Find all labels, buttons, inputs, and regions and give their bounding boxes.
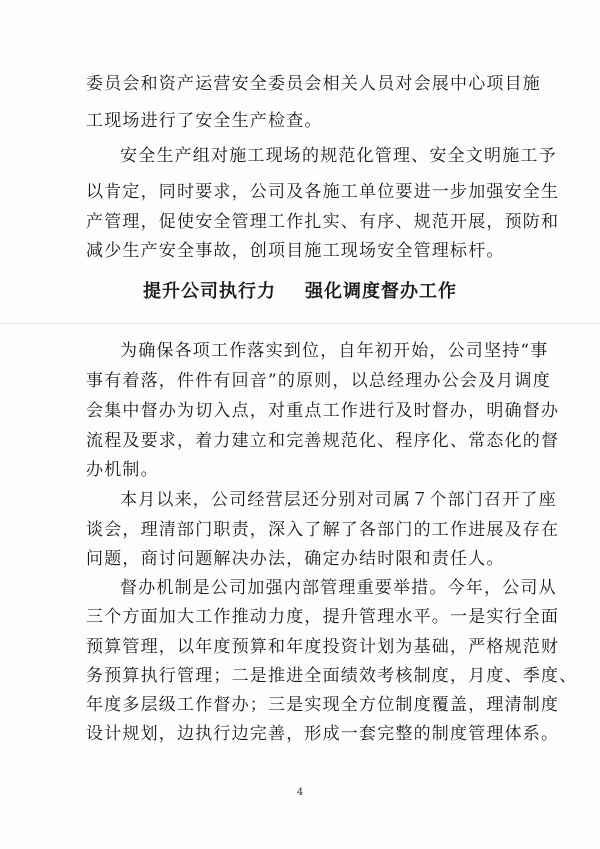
body-text-line: 减少生产安全事故，创项目施工现场安全管理标杆。 xyxy=(86,241,505,261)
body-text-line: 为确保各项工作落实到位，自年初开始，公司坚持“事 xyxy=(120,341,549,361)
body-text-line: 委员会和资产运营安全委员会相关人员对会展中心项目施 xyxy=(86,74,541,94)
body-text-line: 安全生产组对施工现场的规范化管理、安全文明施工予 xyxy=(120,146,557,166)
body-text-line: 事有着落，件件有回音”的原则，以总经理办公会及月调度 xyxy=(86,371,551,391)
scan-divider xyxy=(0,323,600,324)
body-text-line: 预算管理，以年度预算和年度投资计划为基础，严格规范财 xyxy=(86,637,560,657)
body-text-line: 年度多层级工作督办；三是实现全方位制度覆盖，理清制度 xyxy=(86,695,560,715)
body-text-line: 会集中督办为切入点，对重点工作进行及时督办，明确督办 xyxy=(86,401,560,421)
body-text-line: 产管理，促使安全管理工作扎实、有序、规范开展，预防和 xyxy=(86,212,560,232)
body-text-line: 办机制。 xyxy=(86,460,159,480)
section-heading: 提升公司执行力 强化调度督办工作 xyxy=(142,281,458,302)
body-text-line: 工现场进行了安全生产检查。 xyxy=(86,111,323,131)
body-text-line: 谈会，理清部门职责，深入了解了各部门的工作进展及存在 xyxy=(86,520,560,540)
body-text-line: 三个方面加大工作推动力度，提升管理水平。一是实行全面 xyxy=(86,607,560,627)
body-text-line: 设计规划，边执行边完善，形成一套完整的制度管理体系。 xyxy=(86,724,560,744)
body-text-line: 以肯定，同时要求，公司及各施工单位要进一步加强安全生 xyxy=(86,182,560,202)
body-text-line: 流程及要求，着力建立和完善规范化、程序化、常态化的督 xyxy=(86,431,560,451)
body-text-line: 问题，商讨问题解决办法，确定办结时限和责任人。 xyxy=(86,549,505,569)
body-text-line: 督办机制是公司加强内部管理重要举措。今年，公司从 xyxy=(120,578,557,598)
body-text-line: 务预算执行管理；二是推进全面绩效考核制度，月度、季度、 xyxy=(86,666,578,686)
page-number: 4 xyxy=(296,787,304,798)
body-text-line: 本月以来，公司经营层还分别对司属７个部门召开了座 xyxy=(120,490,557,510)
